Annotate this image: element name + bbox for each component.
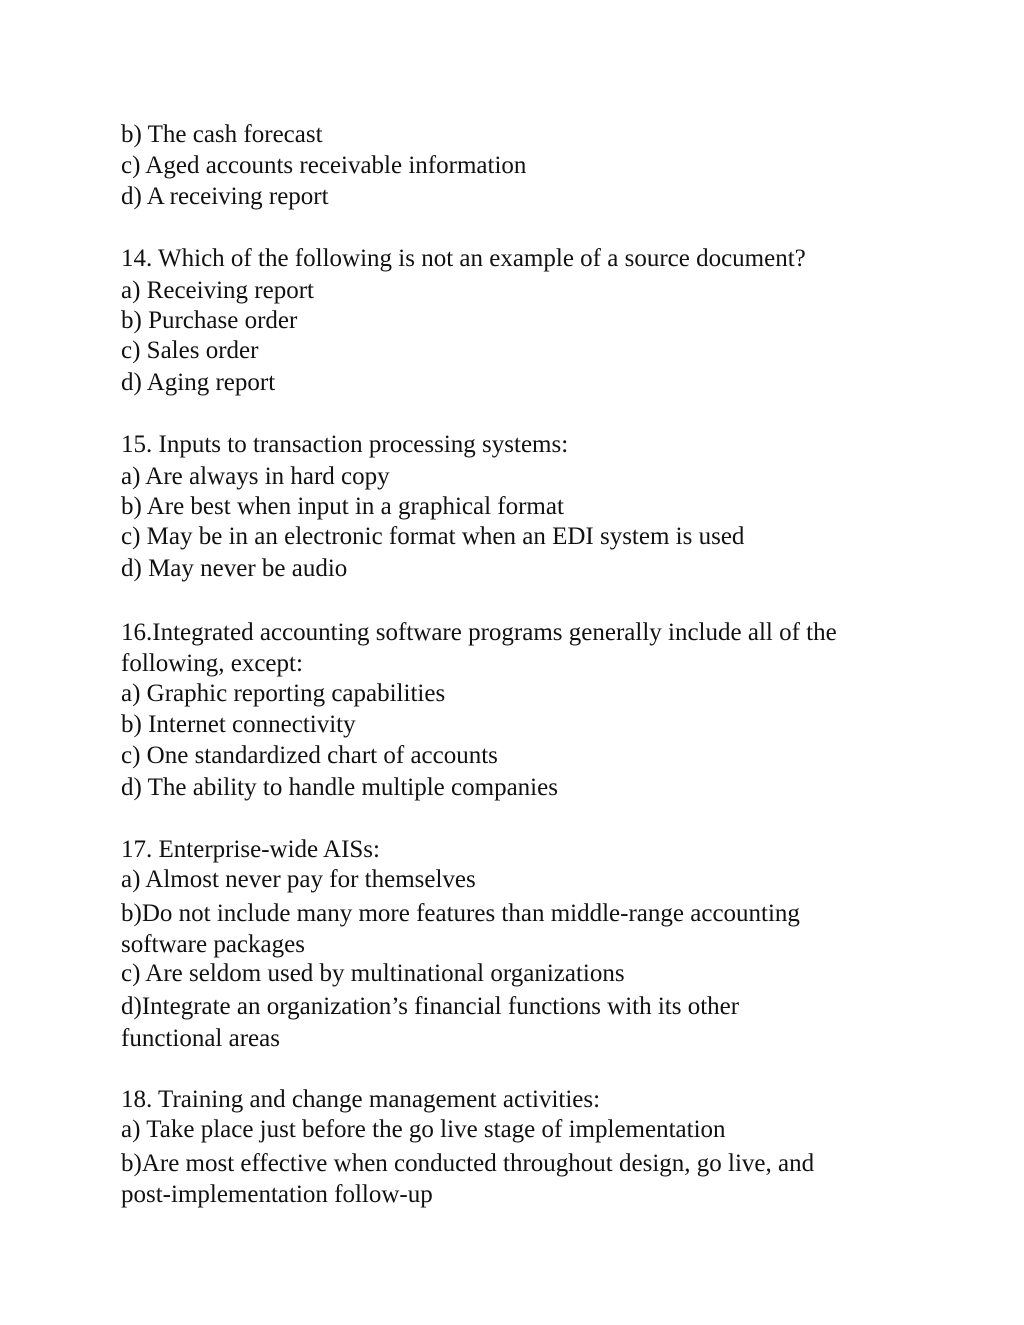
question-18-option-b-line-1: b)Are most effective when conducted throughout design, go live, and: [121, 1150, 815, 1177]
question-17-option-c: c) Are seldom used by multinational organizations: [121, 960, 625, 987]
question-15-option-c: c) May be in an electronic format when an EDI system is used: [121, 523, 745, 550]
question-18-text: 18. Training and change management activities:: [121, 1086, 601, 1113]
question-16-option-c: c) One standardized chart of accounts: [121, 742, 498, 769]
question-14-option-c: c) Sales order: [121, 337, 259, 364]
question-17-option-b-line-2: software packages: [121, 931, 305, 958]
question-14-option-b: b) Purchase order: [121, 307, 298, 334]
option-c-prev: c) Aged accounts receivable information: [121, 152, 527, 179]
question-16-text-line-2: following, except:: [121, 650, 303, 677]
question-16-option-d: d) The ability to handle multiple companies: [121, 774, 558, 801]
question-15-text: 15. Inputs to transaction processing systems:: [121, 431, 569, 458]
question-17-option-b-line-1: b)Do not include many more features than middle-range accounting: [121, 900, 800, 927]
question-14-text: 14. Which of the following is not an example of a source document?: [121, 245, 806, 272]
question-15-option-a: a) Are always in hard copy: [121, 463, 390, 490]
question-16-text-line-1: 16.Integrated accounting software programs generally include all of the: [121, 619, 837, 646]
question-15-option-d: d) May never be audio: [121, 555, 348, 582]
question-14-option-a: a) Receiving report: [121, 277, 314, 304]
option-d-prev: d) A receiving report: [121, 183, 329, 210]
question-17-option-a: a) Almost never pay for themselves: [121, 866, 476, 893]
question-16-option-b: b) Internet connectivity: [121, 711, 356, 738]
question-17-option-d-line-1: d)Integrate an organization’s financial functions with its other: [121, 993, 740, 1020]
question-18-option-a: a) Take place just before the go live stage of implementation: [121, 1116, 726, 1143]
question-16-option-a: a) Graphic reporting capabilities: [121, 680, 446, 707]
question-18-option-b-line-2: post-implementation follow-up: [121, 1181, 433, 1208]
question-14-option-d: d) Aging report: [121, 369, 276, 396]
question-17-text: 17. Enterprise-wide AISs:: [121, 836, 380, 863]
question-17-option-d-line-2: functional areas: [121, 1025, 280, 1052]
option-b-prev: b) The cash forecast: [121, 121, 323, 148]
question-15-option-b: b) Are best when input in a graphical format: [121, 493, 564, 520]
